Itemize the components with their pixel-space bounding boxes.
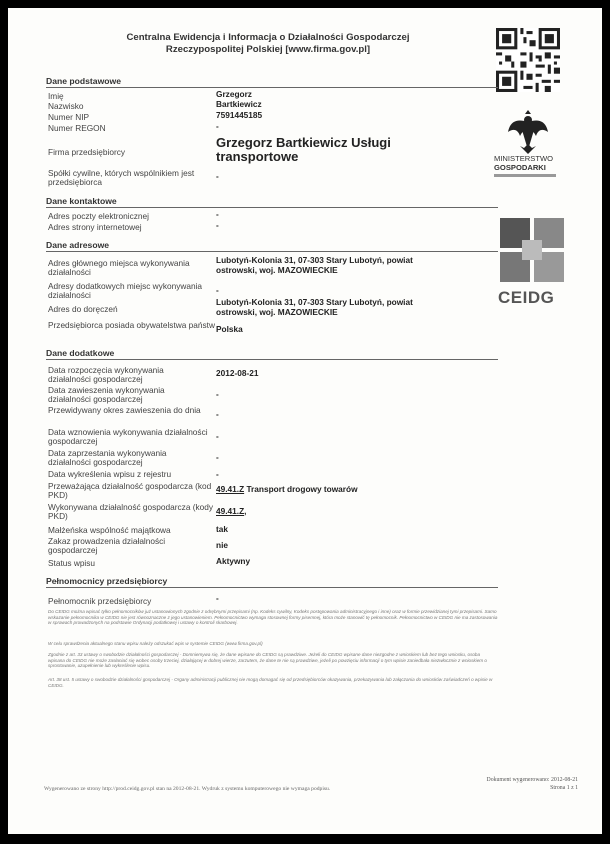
footer-generated: Wygenerowano ze strony http://prod.ceidg.gov.pl stan na 2012-08-21. Wydruk z systemu komputerowego nie wymaga podpisu. xyxy=(44,786,331,792)
eagle-emblem-icon xyxy=(506,106,550,156)
qr-code-icon xyxy=(496,28,560,92)
website-value: - xyxy=(216,220,219,230)
company-label: Firma przedsiębiorcy xyxy=(48,147,125,157)
main-address-value: Lubotyń-Kolonia 31, 07-303 Stary Lubotyń, powiat ostrowski, woj. MAZOWIECKIE xyxy=(216,255,413,275)
marital-label: Małżeńska wspólność majątkowa xyxy=(48,525,171,535)
website-label: Adres strony internetowej xyxy=(48,222,142,232)
proxy-value: - xyxy=(216,593,219,603)
resume-date-label: Data wznowienia wykonywania działalności gospodarczej xyxy=(48,427,208,446)
main-pkd-name: Transport drogowy towarów xyxy=(244,484,358,494)
stop-date-label: Data zaprzestania wykonywania działalności gospodarczej xyxy=(48,448,167,467)
fine-print-check: W celu sprawdzenia aktualnego stanu wpisu należy odszukać wpis w systemie CEIDG (www.firma.gov.pl) xyxy=(48,641,263,646)
suspend-period-label: Przewidywany okres zawieszenia do dnia xyxy=(48,405,201,415)
ministry-logo xyxy=(494,154,570,177)
registry-header xyxy=(78,32,458,56)
main-pkd-label: Przeważająca działalność gospodarcza (kod PKD) xyxy=(48,481,212,500)
marital-value: tak xyxy=(216,524,228,534)
email-label: Adres poczty elektronicznej xyxy=(48,211,149,221)
citizenship-label: Przedsiębiorca posiada obywatelstwa państw xyxy=(48,320,215,330)
ministry-bar xyxy=(494,174,556,177)
status-value: Aktywny xyxy=(216,556,251,566)
suspend-period-value: - xyxy=(216,409,219,419)
ban-value: nie xyxy=(216,540,228,550)
ceidg-logo-text: CEIDG xyxy=(498,288,555,307)
section-additional: Dane dodatkowe xyxy=(46,348,498,360)
status-label: Status wpisu xyxy=(48,558,96,568)
delivery-address-value: Lubotyń-Kolonia 31, 07-303 Stary Lubotyń, powiat ostrowski, woj. MAZOWIECKIE xyxy=(216,297,413,317)
document-page xyxy=(8,8,602,834)
ministry-line-2: GOSPODARKI xyxy=(494,163,546,172)
last-name-value: Bartkiewicz xyxy=(216,99,262,109)
fine-print-proxies: Do CEIDG można wpisać tylko pełnomocników już ustanowionych zgodnie z odrębnymi przepisami (np. Kodeks cywilny, Kodeks postępowania administracyjnego i inne) oraz w formie przewidzianej tymi przepisami. Samo wskazanie pełnomocnika w CEIDG nie jest równoznaczne z jego ustanowieniem. Pełnomocnictwo wymaga stosownej formy pisemnej, która może stanowić tę pełnomocnik. Pełnomocnictwo w CEIDG nie ma zastosowania w sprawach prowadzonych na podstawie Ordynacji podatkowej i ustawy o kontroli skarbowej. xyxy=(48,609,498,626)
fine-print-art38: Art. 38 ust. 5 ustawy o swobodzie działalności gospodarczej - Organy administracji publicznej nie mogą domagać się od przedsiębiorców okazywania, przekazywania lub załączania do wniosków zaświadczeń o wpisie w CEIDG. xyxy=(48,677,493,688)
fine-print-art33: Zgodnie z art. 33 ustawy o swobodzie działalności gospodarczej - Domniemywa się, że dane wpisane do CEIDG są prawdziwe. Jeżeli do CEIDG wpisane dane niezgodne z wnioskiem lub bez tego wniosku, osoba wpisana do CEIDG nie może zasłaniać się wobec osoby trzeciej, działającej w dobrej wierze, zarzutem, że dane te nie są prawdziwe, jeżeli po powzięciu informacji o tym wpisie zaniedbała niezwłocznie z wnioskiem o sprostowanie, uzupełnienie lub wykreślenie wpisu. xyxy=(48,652,487,669)
footer-doc-date: Dokument wygenerowano: 2012-08-21 xyxy=(486,777,578,783)
nip-label: Numer NIP xyxy=(48,112,90,122)
regon-value: - xyxy=(216,121,219,131)
first-name-label: Imię xyxy=(48,91,64,101)
pkd-value xyxy=(216,507,496,517)
ban-label: Zakaz prowadzenia działalności gospodarczej xyxy=(48,536,166,555)
header-line-2: Rzeczypospolitej Polskiej [www.firma.gov.pl] xyxy=(165,44,371,55)
section-address: Dane adresowe xyxy=(46,240,498,252)
header-line-1: Centralna Ewidencja i Informacja o Działalności Gospodarczej xyxy=(126,32,410,43)
footer-page-number: Strona 1 z 1 xyxy=(550,785,578,791)
main-address-label: Adres głównego miejsca wykonywania działalności xyxy=(48,258,190,277)
main-pkd-code: 49.41.Z xyxy=(216,484,245,494)
civil-partnerships-label: Spółki cywilne, których wspólnikiem jest przedsiębiorca xyxy=(48,168,195,187)
pkd-suffix: , xyxy=(244,506,247,516)
citizenship-value: Polska xyxy=(216,324,243,334)
start-date-value: 2012-08-21 xyxy=(216,368,259,378)
footer-right xyxy=(478,776,578,792)
stop-date-value: - xyxy=(216,452,219,462)
extra-address-label: Adresy dodatkowych miejsc wykonywania działalności xyxy=(48,281,203,300)
resume-date-value: - xyxy=(216,431,219,441)
section-contact: Dane kontaktowe xyxy=(46,196,498,208)
company-value: Grzegorz Bartkiewicz Usługi transportowe xyxy=(216,135,391,164)
ceidg-logo-icon xyxy=(500,218,564,282)
section-basic: Dane podstawowe xyxy=(46,76,498,88)
nip-value: 7591445185 xyxy=(216,110,263,120)
start-date-label: Data rozpoczęcia wykonywania działalności gospodarczej xyxy=(48,365,164,384)
civil-partnerships-value: - xyxy=(216,171,219,181)
suspend-date-value: - xyxy=(216,389,219,399)
last-name-label: Nazwisko xyxy=(48,101,84,111)
pkd-code: 49.41.Z xyxy=(216,506,245,516)
regon-label: Numer REGON xyxy=(48,123,106,133)
delivery-address-label: Adres do doręczeń xyxy=(48,304,118,314)
proxy-label: Pełnomocnik przedsiębiorcy xyxy=(48,596,152,606)
delete-date-value: - xyxy=(216,469,219,479)
delete-date-label: Data wykreślenia wpisu z rejestru xyxy=(48,469,172,479)
ministry-line-1: MINISTERSTWO xyxy=(494,154,554,163)
suspend-date-label: Data zawieszenia wykonywania działalności gospodarczej xyxy=(48,385,165,404)
pkd-label: Wykonywana działalność gospodarcza (kody PKD) xyxy=(48,502,214,521)
first-name-value: Grzegorz xyxy=(216,89,252,99)
section-proxies: Pełnomocnicy przedsiębiorcy xyxy=(46,576,498,588)
extra-address-value: - xyxy=(216,285,219,295)
main-pkd-value xyxy=(216,485,496,495)
email-value: - xyxy=(216,209,219,219)
